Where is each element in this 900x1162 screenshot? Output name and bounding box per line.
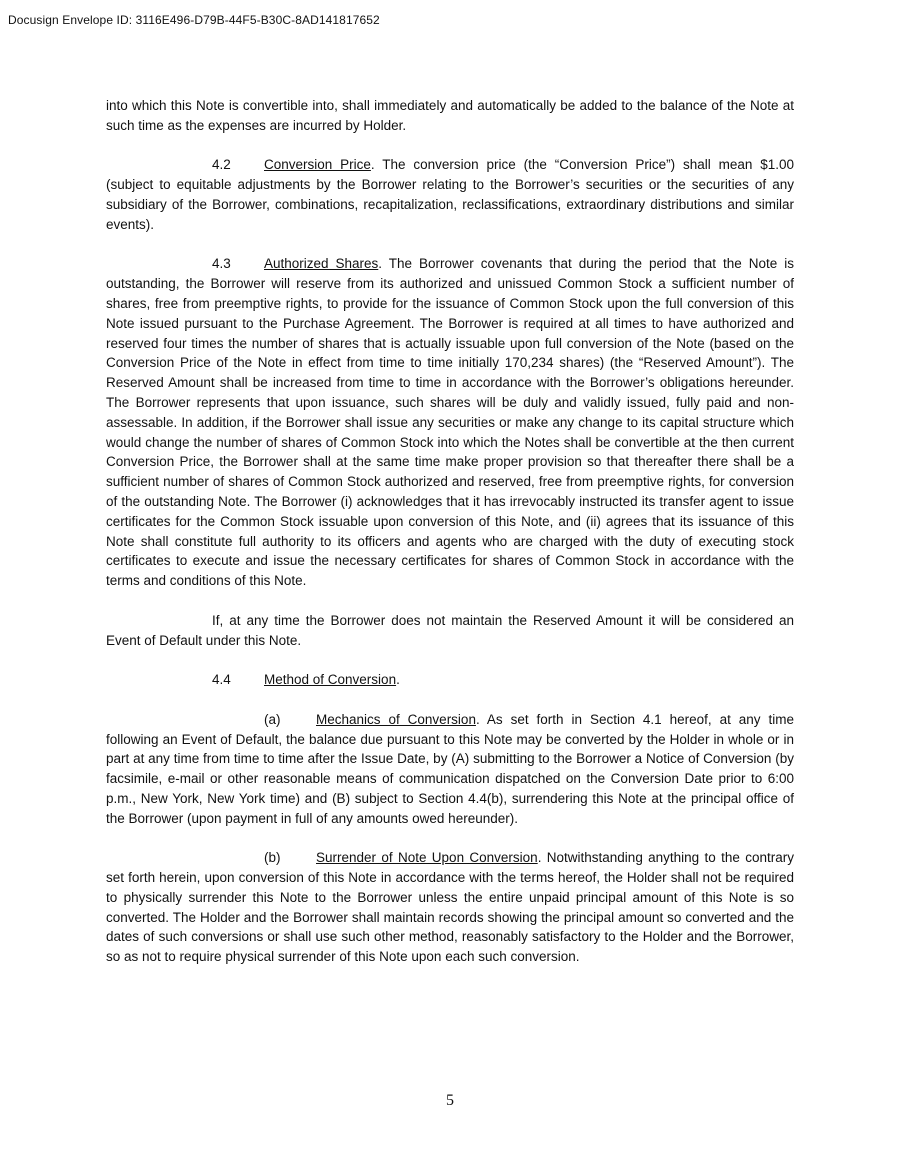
default-clause xyxy=(106,611,794,651)
subsection-b xyxy=(106,848,794,967)
document-body xyxy=(106,96,794,987)
subsection-heading: Mechanics of Conversion xyxy=(316,711,476,727)
section-4-4 xyxy=(106,670,794,690)
section-4-2 xyxy=(106,155,794,234)
subsection-text: . As set forth in Section 4.1 hereof, at any time following an Event of Default, the balance due pursuant to this Note may be converted by the Holder in whole or in part at any time from time to time after the Issue Date, by (A) submitting to the Borrower a Notice of Conversion (by facsimile, e-mail or other reasonable means of communication dispatched on the Conversion Date prior to 6:00 p.m., New York, New York time) and (B) subject to Section 4.4(b), surrendering this Note at the principal office of the Borrower (upon payment in full of any amounts owed hereunder). xyxy=(106,711,794,826)
section-number: 4.4 xyxy=(212,672,231,688)
default-clause-text: If, at any time the Borrower does not maintain the Reserved Amount it will be considered an Event of Default under this Note. xyxy=(106,612,794,648)
subsection-a xyxy=(106,710,794,829)
section-heading-trail: . xyxy=(396,672,400,688)
envelope-id: Docusign Envelope ID: 3116E496-D79B-44F5-B30C-8AD141817652 xyxy=(8,13,380,27)
subsection-heading: Surrender of Note Upon Conversion xyxy=(316,850,538,866)
section-heading: Conversion Price xyxy=(264,157,371,173)
paragraph-continuation: into which this Note is convertible into, shall immediately and automatically be added to the balance of the Note at such time as the expenses are incurred by Holder. xyxy=(106,98,794,133)
section-heading: Authorized Shares xyxy=(264,256,379,272)
subsection-label: (b) xyxy=(264,850,281,866)
section-number: 4.2 xyxy=(212,157,231,173)
subsection-label: (a) xyxy=(264,711,281,727)
section-text: . The conversion price (the “Conversion Price”) shall mean $1.00 (subject to equitable adjustments by the Borrower relating to the Borrower’s securities or the securities of any subsidiary of the Borrower, combinations, recapitalization, reclassifications, extraordinary distributions and similar events). xyxy=(106,157,795,232)
subsection-text: . Notwithstanding anything to the contrary set forth herein, upon conversion of this Note in accordance with the terms hereof, the Holder shall not be required to physically surrender this Note to the Borrower unless the entire unpaid principal amount of this Note is so converted. The Holder and the Borrower shall maintain records showing the principal amount so converted and the dates of such conversions or shall use such other method, reasonably satisfactory to the Holder and the Borrower, so as not to require physical surrender of this Note upon each such conversion. xyxy=(106,850,794,965)
section-heading: Method of Conversion xyxy=(264,672,397,688)
section-text: . The Borrower covenants that during the period that the Note is outstanding, the Borrower will reserve from its authorized and unissued Common Stock a sufficient number of shares, free from preemptive rights, to provide for the issuance of Common Stock upon the full conversion of this Note issued pursuant to the Purchase Agreement. The Borrower is required at all times to have authorized and reserved four times the number of shares that is actually issuable upon full conversion of the Note (based on the Conversion Price of the Note in effect from time to time initially 170,234 shares) (the “Reserved Amount”). The Reserved Amount shall be increased from time to time in accordance with the Borrower’s obligations hereunder. The Borrower represents that upon issuance, such shares will be duly and validly issued, fully paid and non-assessable. In addition, if the Borrower shall issue any securities or make any change to its capital structure which would change the number of shares of Common Stock into which the Notes shall be convertible at the then current Conversion Price, the Borrower shall at the same time make proper provision so that thereafter there shall be a sufficient number of shares of Common Stock authorized and reserved, free from preemptive rights, for conversion of the outstanding Note. The Borrower (i) acknowledges that it has irrevocably instructed its transfer agent to issue certificates for the Common Stock issuable upon conversion of this Note, and (ii) agrees that its issuance of this Note shall constitute full authority to its officers and agents who are charged with the duty of executing stock certificates to execute and issue the necessary certificates for shares of Common Stock in accordance with the terms and conditions of this Note. xyxy=(106,256,794,589)
section-4-3 xyxy=(106,254,794,591)
page-number: 5 xyxy=(446,1092,454,1109)
section-number: 4.3 xyxy=(212,256,231,272)
